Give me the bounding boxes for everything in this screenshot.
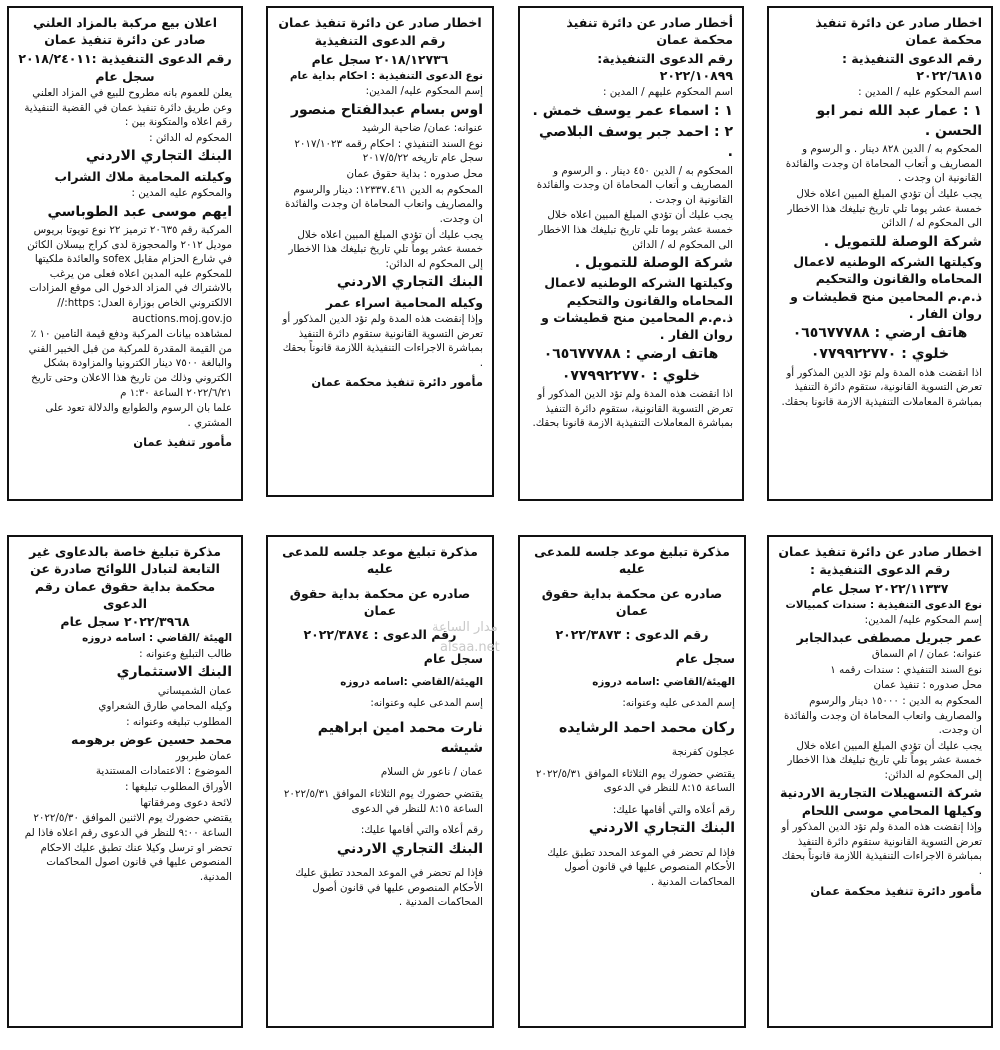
creditor-label: المحكوم له الدائن : (149, 131, 232, 144)
issuer-signature: مأمور تنفيذ عمان (133, 435, 232, 450)
issuer-signature: مأمور دائرة تنفيذ محكمة عمان (810, 883, 982, 898)
warning-text: وإذا إنقضت هذه المدة ولم تؤد الدين المذكور أو تعرض التسوية القانونية ستقوم دائرة التنفيذ بمباشرة الاجراءات التنفيذية اللازمة قانوناً بحقك . (781, 821, 982, 878)
watermark-arabic: مدار الساعة (432, 620, 498, 635)
debtor-name-2: ٢ : احمد جبر يوسف البلاصي . (539, 123, 733, 161)
requester-label: طالب التبليغ وعنوانه : (139, 647, 232, 660)
issuing-court: محل صدوره : تنفيذ عمان (873, 679, 982, 692)
hearing-text: يقتضي حضورك يوم الثلاثاء الموافق ٢٠٢٢/٥/٣١ الساعة ٨:١٥ للنظر في الدعوى (535, 767, 735, 795)
notice-heading: مذكرة تبليغ خاصة بالدعاوى غير التابعة لتبادل اللوائح صادرة عن محكمة بداية حقوق عمان رقم الدعوى (29, 544, 221, 611)
debtor-name-1: ١ : اسماء عمر يوسف خمش . (532, 102, 733, 119)
defendant-name: نارت محمد امين ابراهيم شيشه (317, 719, 483, 757)
requester-name: البنك الاستثماري (116, 664, 232, 681)
plaintiff-label: رقم أعلاه والتي أقامها عليك: (612, 803, 735, 816)
announcement-text: يعلن للعموم بانه مطروح للبيع في المزاد العلني وعن طريق دائرة تنفيذ عمان في القضية التنفيذية رقم اعلاه والمتكونة بين : (24, 87, 232, 129)
notice-execution-12736 (266, 6, 494, 497)
defendant-address: عجلون كفرنجة (671, 746, 735, 759)
notice-heading: اعلان بيع مركبة بالمزاد العلني صادر عن دائرة تنفيذ عمان (32, 15, 217, 48)
warning-text: اذا انقضت هذه المدة ولم تؤد الدين المذكور أو تعرض التسوية القانونية، ستقوم دائرة التنفيذ بمباشرة المعاملات التنفيذية الازمة قانونا بحقك. (532, 388, 733, 430)
warning-text: وإذا إنقضت هذه المدة ولم تؤد الدين المذكور أو تعرض التسوية القانونية ستقوم دائرة التنفيذ بمباشرة الاجراءات التنفيذية اللازمة قانوناً بحقك . (282, 312, 483, 369)
judge-name: الهيئة /القاضي : اسامه دروزه (82, 632, 232, 645)
debtor-name: اوس بسام عبدالفتاح منصور (290, 101, 483, 118)
case-number-label: رقم الدعوى التنفيذية : (809, 562, 951, 578)
debtor-label: اسم المحكوم عليهم / المدين : (603, 86, 733, 98)
mobile-phone: خلوي : ٠٧٧٩٩٢٢٧٧٠ (561, 367, 701, 384)
payment-text: يجب عليك أن تؤدي المبلغ المبين اعلاه خلال خمسة عشر يوماً تلي تاريخ تبليغك هذا الاخطار إلى المحكوم له الدائن: (288, 228, 483, 270)
debtor-address: عنوانه: عمان/ ضاحية الرشيد (361, 122, 483, 135)
notice-heading: اخطار صادر عن دائرة تنفيذ عمان (278, 15, 482, 30)
notice-execution-11337 (767, 535, 993, 1028)
creditor-agent: وكيلها المحامي موسى اللحام (801, 802, 982, 818)
payment-text: يجب عليك أن تؤدي المبلغ المبين اعلاه خلال خمسة عشر يوما تلي تاريخ تبليغك هذا الاخطار الى المحكوم له / الدائن (538, 209, 733, 251)
debtor-name: ايهم موسى عبد الطوباسي (47, 203, 232, 220)
case-number: ٢٠٢٢/٣٩٦٨ سجل عام (60, 614, 190, 629)
landline-phone: هاتف ارضي : ٠٦٥٦٧٧٧٨٨ (792, 325, 968, 342)
creditor-agent: وكيلتها الشركه الوطنيه لاعمال المحاماه والقانون والتحكيم ذ.م.م المحامين منح قطيشات و روان الفار . (541, 275, 733, 343)
case-number: رقم الدعوى التنفيذية :٢٠١٨/٢٤٠١١ (18, 50, 232, 66)
notice-summons-3968 (7, 535, 243, 1028)
plaintiff-name: البنك التجاري الاردني (336, 840, 483, 857)
notice-heading: مذكرة تبليغ موعد جلسه للمدعى عليه (534, 544, 730, 577)
documents-label: الأوراق المطلوب تبليغها : (125, 781, 232, 794)
case-register: سجل عام (95, 68, 155, 84)
watermark-domain: alsaa.net (440, 640, 500, 655)
warning-text: اذا انقضت هذه المدة ولم تؤد الدين المذكور أو تعرض التسوية القانونية، ستقوم دائرة التنفيذ بمباشرة المعاملات التنفيذية الازمة قانونا بحقك. (781, 366, 982, 408)
auction-terms: لمشاهده بيانات المركبة ودفع قيمة التامين ١٠ ٪ من القيمة المقدرة للمركبة من قبل الخبير الفني والبالغة ٧٥٠٠ دينار الكترونيا والمزاودة بشكل الكتروني وذلك من تاريخ هذا الاعلان وحتى تاريخ ٢٠٢٢/٦/٢١ الساعة ١:٣٠ م (28, 328, 232, 399)
fees-note: علما بان الرسوم والطوابع والدلالة تعود على المشتري . (45, 402, 232, 429)
payment-text: يجب عليك أن تؤدي المبلغ المبين اعلاه خلال خمسة عشر يوماً تلي تاريخ تبليغك هذا الاخطار إلى المحكوم له الدائن: (787, 739, 982, 782)
defendant-name: ركان محمد احمد الرشايده (558, 719, 735, 736)
notice-hearing-3873 (518, 535, 746, 1028)
case-type: نوع الدعوى التنفيذية : سندات كمبيالات (785, 598, 982, 611)
documents-list: لائحة دعوى ومرفقاتها (140, 796, 232, 809)
recipient-address: عمان طبربور (175, 749, 232, 762)
case-number: ٢٠٢٢/١١٣٣٧ سجل عام (811, 580, 949, 596)
creditor-name: شركة الوصلة للتمويل . (574, 255, 733, 272)
executive-bond: نوع السند التنفيذي : احكام رقمه ٢٠١٧/١٠٢٣ سجل عام تاريخه ٢٠١٧/٥/٢٢ (294, 137, 483, 165)
amount-text: المحكوم به الدين ١٢٣٣٧.٤٦١: دينار والرسوم والمصاريف واتعاب المحاماة ان وجدت والفائدة ان وجدت. (285, 183, 483, 225)
plaintiff-label: رقم أعلاه والتي أقامها عليك: (360, 824, 483, 837)
case-type: نوع الدعوى التنفيذية : احكام بداية عام (290, 69, 483, 82)
notice-execution-10899 (518, 6, 744, 501)
case-number: رقم الدعوى : ٢٠٢٢/٣٨٧٣ (555, 627, 709, 642)
debtor-address: عنوانه: عمان / ام السماق (871, 648, 982, 661)
notice-heading: أخطار صادر عن دائرة تنفيذ محكمة عمان (566, 15, 733, 48)
case-number: رقم الدعوى التنفيذية : ٢٠٢٢/٦٨١٥ (841, 50, 982, 83)
defendant-address: عمان / ناعور ش السلام (380, 766, 483, 779)
notice-vehicle-auction (7, 6, 243, 501)
requester-address: عمان الشميساني (157, 684, 232, 697)
creditor-name: البنك التجاري الاردني (85, 148, 232, 165)
creditor-name: شركة التسهيلات التجارية الاردنية (779, 784, 982, 800)
auction-url: auctions.moj.gov.jo (132, 312, 232, 325)
notice-hearing-3874 (266, 535, 494, 1028)
creditor-agent: وكيله المحامية اسراء عمر (325, 294, 483, 310)
requester-agent: وكيله المحامي طارق الشعراوي (98, 700, 232, 713)
subject-text: الموضوع : الاعتمادات المستندية (95, 765, 232, 778)
case-number: رقم الدعوى التنفيذية: ٢٠٢٢/١٠٨٩٩ (597, 50, 733, 83)
creditor-agent: وكيلتها الشركه الوطنيه لاعمال المحاماه والقانون والتحكيم ذ.م.م المحامين منح قطيشات و روان الفار . (790, 254, 982, 321)
absence-warning: فإذا لم تحضر في الموعد المحدد تطبق عليك الأحكام المنصوص عليها في قانون أصول المحاكمات المدنية . (295, 867, 483, 909)
hearing-text: يقتضي حضورك يوم الثلاثاء الموافق ٢٠٢٢/٥/٣١ الساعة ٨:١٥ للنظر في الدعوى (283, 787, 483, 815)
debtor-label: إسم المحكوم عليه/ المدين: (864, 614, 982, 627)
creditor-name: شركة الوصلة للتمويل . (823, 233, 982, 250)
defendant-label: إسم المدعى عليه وعنوانه: (370, 697, 483, 710)
issuer-signature: مأمور دائرة تنفيذ محكمة عمان (311, 375, 483, 390)
issuing-court: صادره عن محكمة بداية حقوق عمان (289, 585, 471, 618)
notice-execution-6815 (767, 6, 993, 501)
case-number-label: رقم الدعوى التنفيذية (314, 33, 446, 49)
case-register: سجل عام (423, 651, 483, 667)
creditor-name: البنك التجاري الاردني (336, 274, 483, 291)
recipient-label: المطلوب تبليغه وعنوانه : (126, 715, 232, 728)
absence-warning: فإذا لم تحضر في الموعد المحدد تطبق عليك الأحكام المنصوص عليها في قانون أصول المحاكمات المدنية . (547, 846, 735, 888)
landline-phone: هاتف ارضي : ٠٦٥٦٧٧٧٨٨ (543, 346, 719, 363)
case-number: رقم الدعوى : ٢٠٢٢/٣٨٧٤ (303, 627, 457, 642)
debtor-label: والمحكوم عليه المدين : (131, 186, 232, 199)
executive-bond: نوع السند التنفيذي : سندات رقمه ١ (830, 663, 982, 676)
issuing-court: صادره عن محكمة بداية حقوق عمان (541, 585, 723, 618)
case-register: سجل عام (675, 651, 735, 667)
vehicle-details: المركبة رقم ٢٠٦٣٥ ترميز ٢٢ نوع تويوتا بريوس موديل ٢٠١٢ والمحجوزة لدى كراج بيسلان الكائن في شارع الحزام مقابل sofex والعائدة ملكيتها للمحكوم عليه المدين اعلاه فعلى من يرغب بالاشتراك في المزاد الدخول الى موقع المزادات الالكتروني الخاص بوزارة العدل: https:// (27, 223, 232, 309)
defendant-label: إسم المدعى عليه وعنوانه: (622, 697, 735, 710)
hearing-text: يقتضي حضورك يوم الاثنين الموافق ٢٠٢٢/٥/٣٠ الساعة ٩:٠٠ للنظر في الدعوى رقم اعلاه فاذا لم تحضر او ترسل وكيلا عنك تطبق عليك الاحكام المنصوص عليها في قانون اصول المحاكمات المدنية. (24, 812, 232, 883)
notice-heading: اخطار صادر عن دائرة تنفيذ عمان (778, 544, 982, 559)
debtor-label: إسم المحكوم عليه/ المدين: (365, 85, 483, 98)
mobile-phone: خلوي : ٠٧٧٩٩٢٢٧٧٠ (810, 346, 950, 363)
payment-text: يجب عليك أن تؤدي المبلغ المبين اعلاه خلال خمسة عشر يوما تلي تاريخ تبليغك هذا الاخطار الى المحكوم له / الدائن (787, 188, 982, 230)
debtor-label: اسم المحكوم عليه / المدين : (858, 86, 982, 98)
notice-heading: اخطار صادر عن دائرة تنفيذ محكمة عمان (815, 15, 982, 48)
judge-name: الهيئة/القاضي :اسامه دروزه (592, 675, 735, 688)
amount-text: المحكوم به الدين : ١٥٠٠٠ دينار والرسوم والمصاريف واتعاب المحاماة ان وجدت والفائدة ان وجدت. (784, 695, 982, 737)
recipient-name: محمد حسين عوض برهومه (71, 731, 232, 747)
notice-heading: مذكرة تبليغ موعد جلسه للمدعى عليه (282, 544, 478, 577)
judge-name: الهيئة/القاضي :اسامه دروزه (340, 675, 483, 688)
creditor-agent: وكيلته المحامية ملاك الشراب (54, 168, 232, 184)
amount-text: المحكوم به / الدين ٨٢٨ دينار . و الرسوم و المصاريف و أتعاب المحاماة ان وجدت والفائدة القانونية ان وجدت . (785, 143, 982, 185)
case-number: ٢٠١٨/١٢٧٣٦ سجل عام (311, 51, 449, 67)
issuing-court: محل صدوره : بداية حقوق عمان (346, 168, 483, 181)
amount-text: المحكوم به / الدين ٤٥٠ دينار . و الرسوم و المصاريف و أتعاب المحاماة ان وجدت والفائدة القانونية ان وجدت . (536, 164, 733, 206)
plaintiff-name: البنك التجاري الاردني (588, 820, 735, 837)
debtor-name: عمر جبريل مصطفى عبدالجابر (796, 629, 982, 645)
debtor-name: ١ : عمار عبد الله نمر ابو الحسن . (816, 102, 982, 139)
